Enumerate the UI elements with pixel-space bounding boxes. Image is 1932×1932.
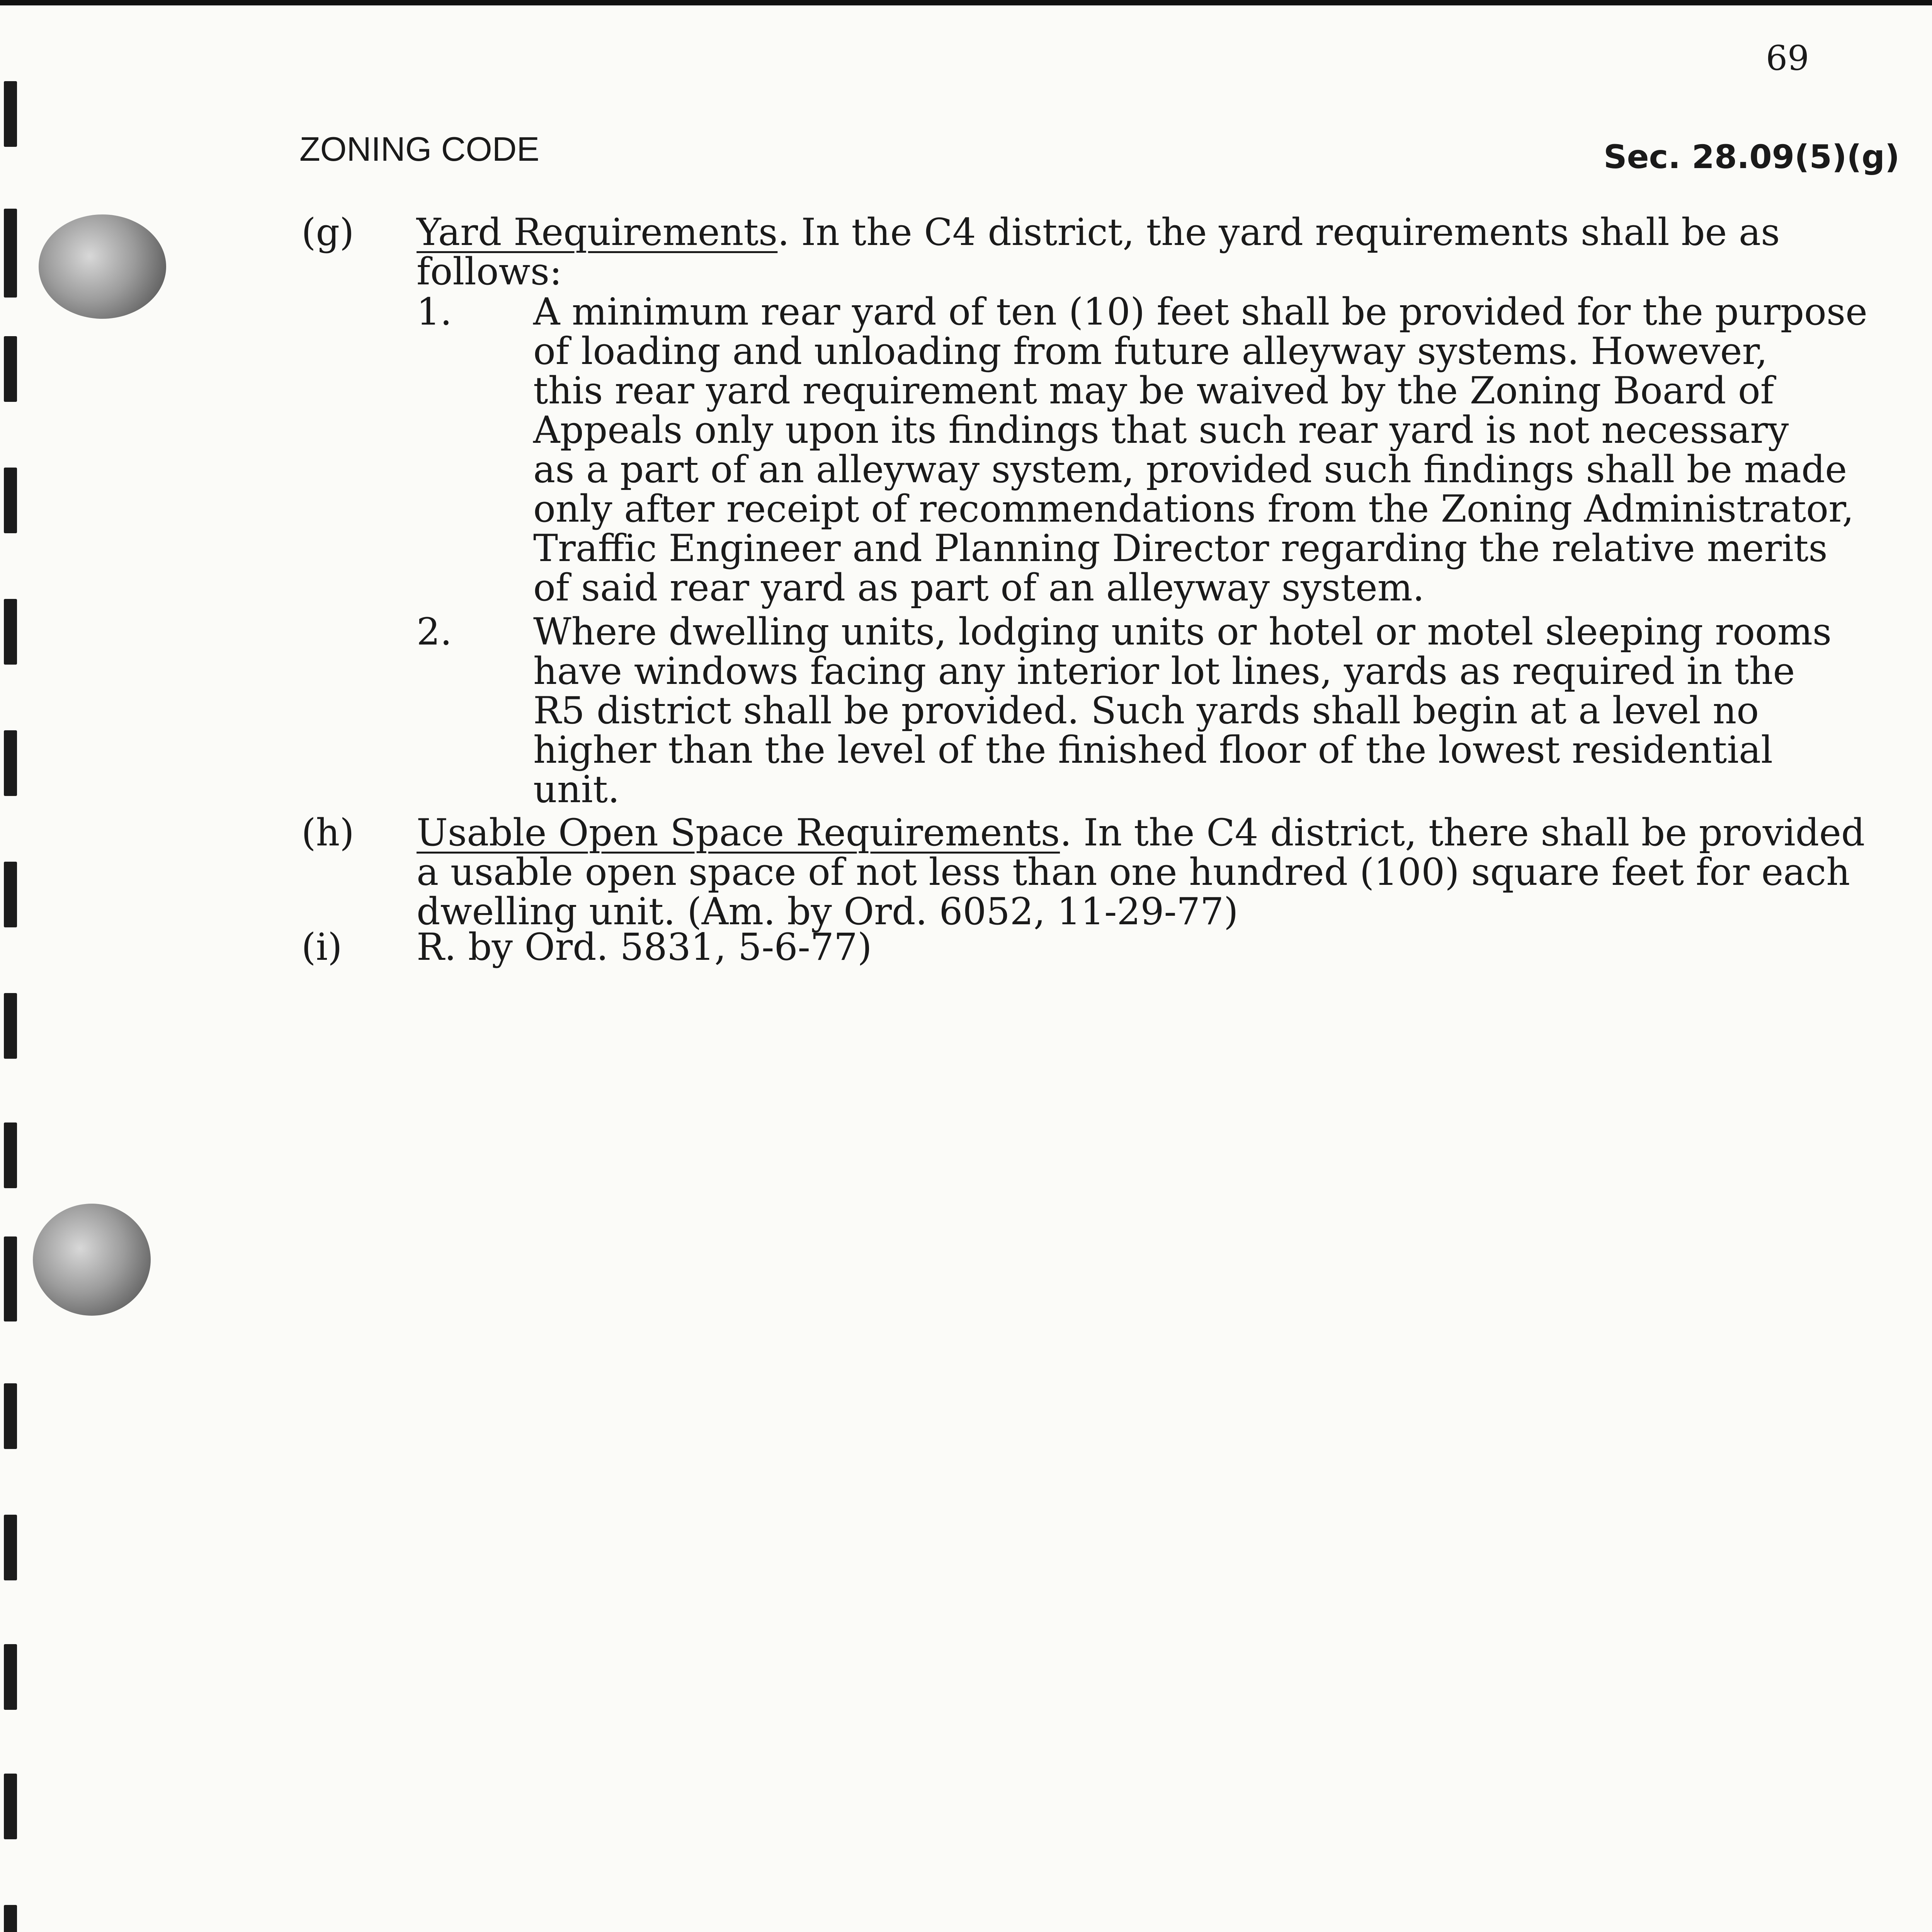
document-title: ZONING CODE [299, 130, 539, 168]
item-number-1: 1. [417, 290, 452, 333]
clause-h-line2: a usable open space of not less than one hundred (100) square feet for each [417, 850, 1850, 894]
binder-hole-top [39, 214, 166, 319]
perforation-mark [4, 1236, 17, 1321]
item-1-line: as a part of an alleyway system, provided such findings shall be made [533, 448, 1847, 491]
item-2-line: Where dwelling units, lodging units or hotel or motel sleeping rooms [533, 610, 1832, 653]
perforation-mark [4, 1774, 17, 1839]
item-1-line: only after receipt of recommendations from the Zoning Administrator, [533, 487, 1854, 531]
clause-g-line2: follows: [417, 250, 562, 293]
clause-h-first-line [417, 813, 1865, 852]
perforation-mark [4, 1905, 17, 1932]
clause-i-text: R. by Ord. 5831, 5-6-77) [417, 925, 872, 969]
clause-g-line1-text: . In the C4 district, the yard requirements shall be as [777, 211, 1780, 254]
item-2-line: higher than the level of the finished floor of the lowest residential [533, 728, 1773, 772]
perforation-mark [4, 1515, 17, 1580]
perforation-mark [4, 862, 17, 927]
item-1-line: this rear yard requirement may be waived by the Zoning Board of [533, 369, 1774, 412]
perforation-mark [4, 599, 17, 665]
page-number: 69 [1766, 38, 1809, 78]
item-2-line: have windows facing any interior lot lines, yards as required in the [533, 650, 1795, 693]
clause-g-heading: Yard Requirements [417, 211, 778, 254]
binder-hole-middle [33, 1204, 151, 1316]
item-2-line: unit. [533, 768, 620, 811]
item-2-line: R5 district shall be provided. Such yards shall begin at a level no [533, 689, 1759, 732]
perforation-mark [4, 81, 17, 147]
top-edge [0, 0, 1932, 5]
perforation-mark [4, 468, 17, 533]
clause-h-line1-text: . In the C4 district, there shall be provided [1060, 811, 1865, 854]
item-number-2: 2. [417, 610, 452, 653]
clause-h-line3: dwelling unit. (Am. by Ord. 6052, 11-29-77) [417, 890, 1238, 933]
clause-label-g: (g) [301, 211, 354, 254]
item-1-line: Traffic Engineer and Planning Director regarding the relative merits [533, 527, 1828, 570]
clause-label-i: (i) [301, 925, 342, 969]
item-1-line: Appeals only upon its findings that such rear yard is not necessary [533, 408, 1789, 452]
perforation-mark [4, 1644, 17, 1710]
item-1-line: A minimum rear yard of ten (10) feet shall be provided for the purpose [533, 290, 1867, 333]
item-1-line: of said rear yard as part of an alleyway system. [533, 566, 1425, 609]
section-reference: Sec. 28.09(5)(g) [1604, 138, 1900, 176]
clause-h-heading: Usable Open Space Requirements [417, 811, 1060, 854]
perforation-mark [4, 1122, 17, 1188]
perforation-mark [4, 993, 17, 1059]
perforation-mark [4, 730, 17, 796]
perforation-mark [4, 209, 17, 298]
perforation-mark [4, 336, 17, 402]
perforation-mark [4, 1383, 17, 1449]
clause-label-h: (h) [301, 811, 354, 854]
item-1-line: of loading and unloading from future alleyway systems. However, [533, 330, 1768, 373]
clause-g-first-line [417, 213, 1780, 252]
